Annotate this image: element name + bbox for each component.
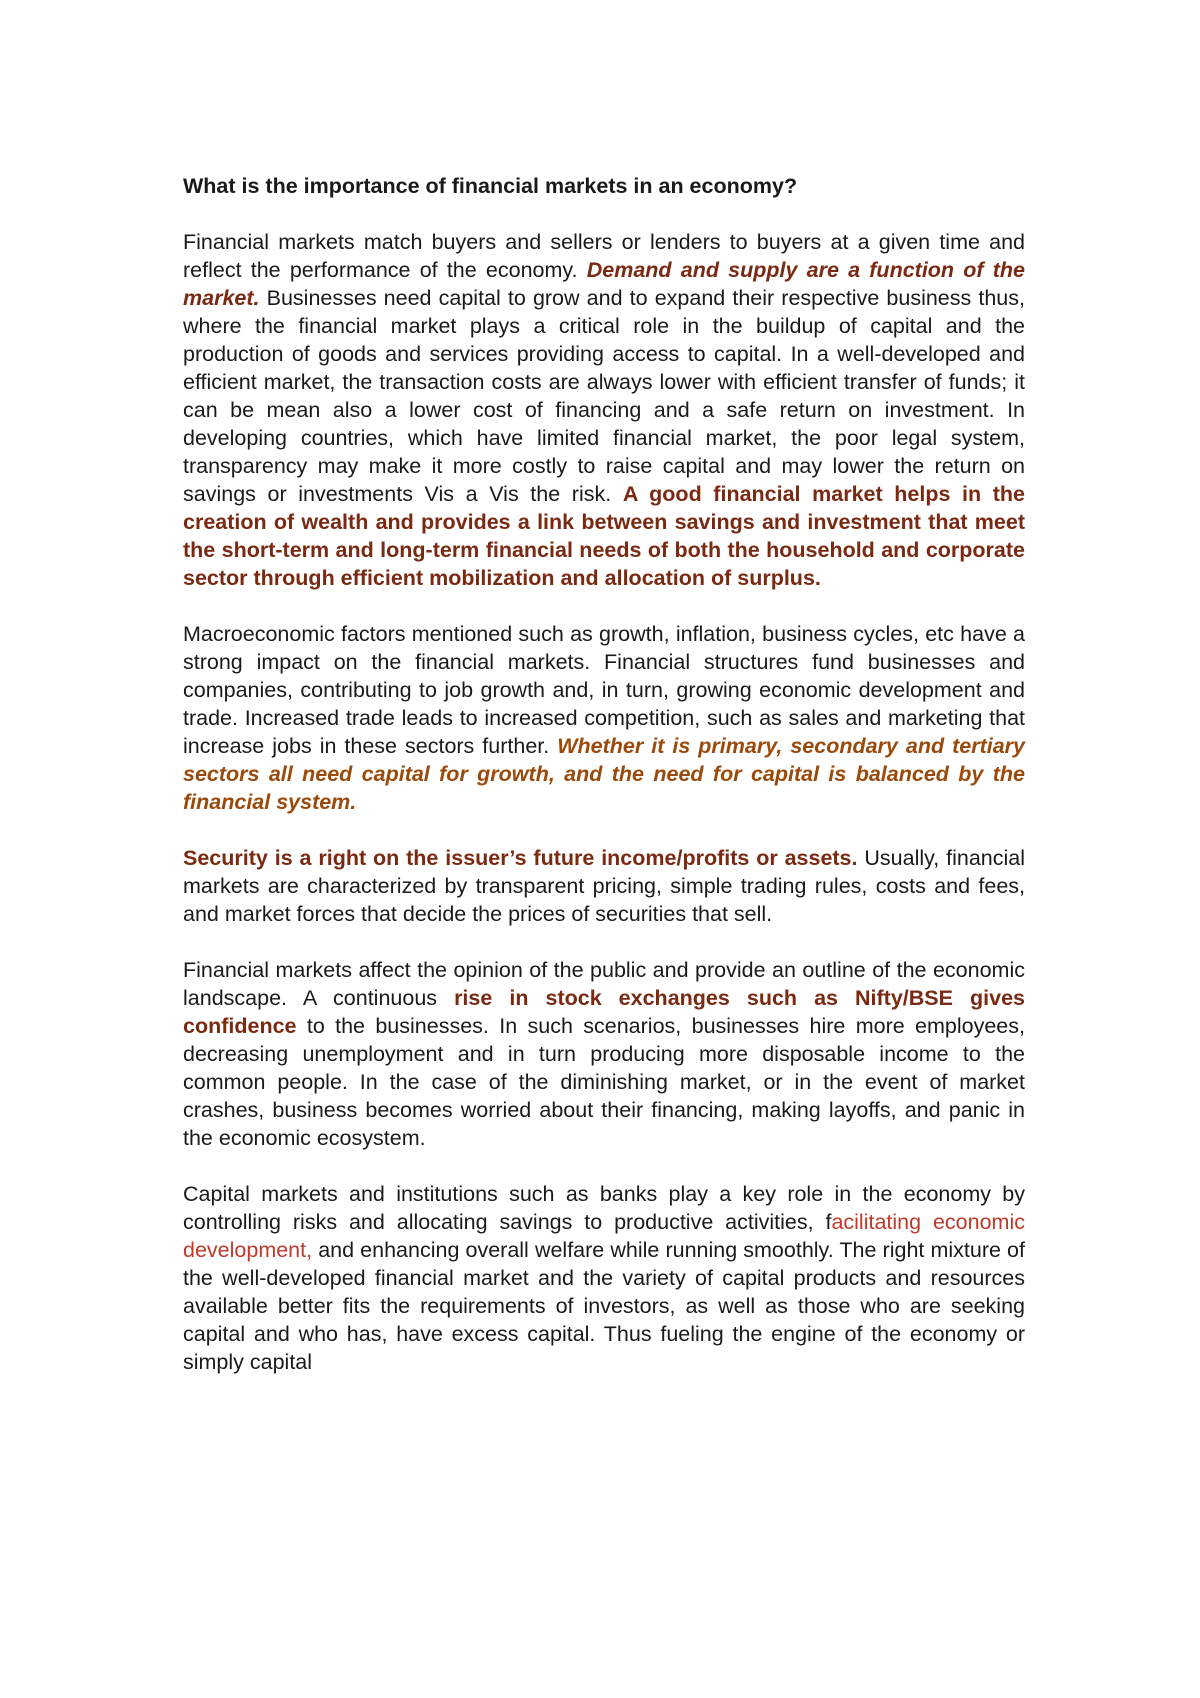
paragraph-4-text-a: Financial markets affect the opinion of the public and provide an outline of the economic landscape. A continuous	[183, 958, 1025, 1010]
paragraph-5-text-b: and enhancing overall welfare while running smoothly. The right mixture of the well-developed financial market and the variety of capital products and resources available better fits the requirements of investors, as well as those who are seeking capital and who has, have excess capital. Thus fueling the engine of the economy or simply capital	[183, 1238, 1025, 1374]
paragraph-3	[183, 844, 1025, 928]
paragraph-1-text-b: Businesses need capital to grow and to expand their respective business thus, where the financial market plays a critical role in the buildup of capital and the production of goods and services providing access to capital. In a well-developed and efficient market, the transaction costs are always lower with efficient transfer of funds; it can be mean also a lower cost of financing and a safe return on investment. In developing countries, which have limited financial market, the poor legal system, transparency may make it more costly to raise capital and may lower the return on savings or investments Vis a Vis the risk.	[183, 286, 1025, 506]
paragraph-4-text-b: to the businesses. In such scenarios, businesses hire more employees, decreasing unemployment and in turn producing more disposable income to the common people. In the case of the diminishing market, or in the event of market crashes, business becomes worried about their financing, making layoffs, and panic in the economic ecosystem.	[183, 1014, 1025, 1150]
paragraph-2-text-a: Macroeconomic factors mentioned such as growth, inflation, business cycles, etc have a strong impact on the financial markets. Financial structures fund businesses and companies, contributing to job growth and, in turn, growing economic development and trade. Increased trade leads to increased competition, such as sales and marketing that increase jobs in these sectors further.	[183, 622, 1025, 758]
paragraph-4	[183, 956, 1025, 1152]
page-title: What is the importance of financial markets in an economy?	[183, 174, 798, 198]
paragraph-1	[183, 228, 1025, 592]
paragraph-4-bold: rise in stock exchanges such as Nifty/BSE gives confidence	[183, 986, 1025, 1038]
paragraph-3-text-a: Usually, financial markets are characterized by transparent pricing, simple trading rules, costs and fees, and market forces that decide the prices of securities that sell.	[183, 846, 1026, 926]
paragraph-1-text-a: Financial markets match buyers and sellers or lenders to buyers at a given time and reflect the performance of the economy.	[183, 230, 1025, 282]
document-page	[183, 172, 1025, 1404]
paragraph-1-emphasis: Demand and supply are a function of the market.	[183, 258, 1025, 310]
paragraph-5-text-a: Capital markets and institutions such as banks play a key role in the economy by controlling risks and allocating savings to productive activities, f	[183, 1182, 1025, 1234]
paragraph-2-emphasis: Whether it is primary, secondary and tertiary sectors all need capital for growth, and the need for capital is balanced by the financial system.	[183, 734, 1025, 814]
paragraph-3-bold: Security is a right on the issuer’s future income/profits or assets.	[183, 846, 858, 870]
paragraph-1-bold: A good financial market helps in the creation of wealth and provides a link between savings and investment that meet the short-term and long-term financial needs of both the household and corporate sector through efficient mobilization and allocation of surplus.	[183, 482, 1025, 590]
paragraph-5-highlight: acilitating economic development,	[183, 1210, 1025, 1262]
paragraph-2	[183, 620, 1025, 816]
paragraph-5	[183, 1180, 1025, 1376]
